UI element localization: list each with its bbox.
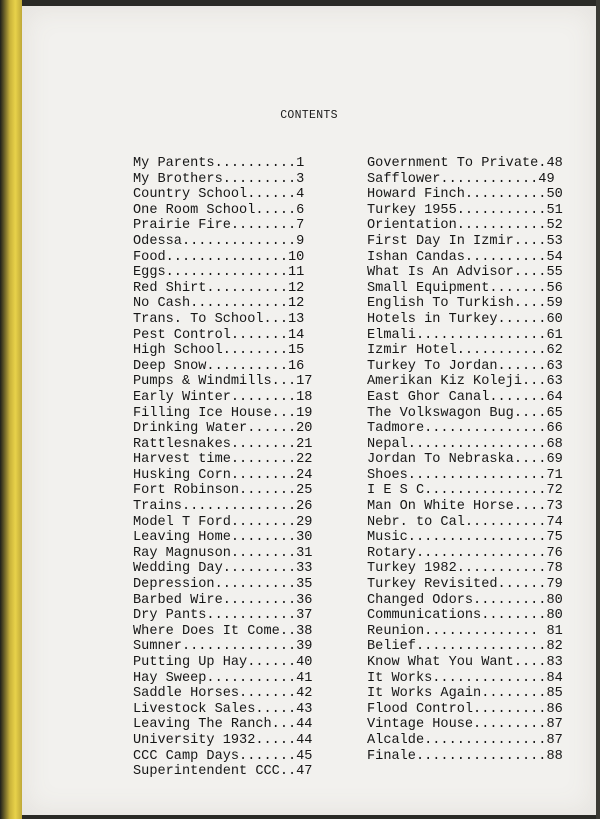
toc-entry: Ray Magnuson........31 — [133, 545, 313, 561]
toc-entry: University 1932.....44 — [133, 732, 313, 748]
toc-entry: Finale................88 — [367, 748, 563, 764]
toc-entry: High School........15 — [133, 343, 305, 359]
toc-entry: Reunion.............. 81 — [367, 623, 563, 639]
toc-entry: Trains..............26 — [133, 499, 313, 515]
toc-entry: East Ghor Canal.......64 — [367, 389, 563, 405]
page-right-edge — [596, 0, 600, 819]
toc-entry: Pest Control.......14 — [133, 327, 305, 343]
toc-entry: Husking Corn........24 — [133, 467, 313, 483]
toc-entry: Livestock Sales.....43 — [133, 701, 313, 717]
toc-entry: Country School......4 — [133, 187, 305, 203]
toc-entry: Trans. To School...13 — [133, 311, 305, 327]
toc-entry: Communications........80 — [367, 608, 563, 624]
toc-entry: Prairie Fire........7 — [133, 218, 305, 234]
toc-entry: CCC Camp Days.......45 — [133, 748, 313, 764]
toc-entry: What Is An Advisor....55 — [367, 265, 563, 281]
contents-left-column — [133, 156, 312, 780]
toc-entry: Safflower............49 — [367, 171, 555, 187]
toc-entry: Red Shirt..........12 — [133, 280, 305, 296]
toc-entry: It Works Again........85 — [367, 686, 563, 702]
toc-entry: Food...............10 — [133, 249, 305, 265]
toc-entry: Putting Up Hay......40 — [133, 655, 313, 670]
toc-entry: Model T Ford........29 — [133, 514, 313, 530]
toc-entry: Shoes.................71 — [367, 467, 563, 483]
toc-entry: Turkey 1982...........78 — [367, 561, 563, 577]
toc-entry: Flood Control.........86 — [367, 701, 563, 717]
toc-entry: Wedding Day.........33 — [133, 561, 313, 577]
toc-entry: Alcalde...............87 — [367, 732, 563, 748]
toc-entry: Turkey Revisited......79 — [367, 577, 563, 593]
toc-entry: Hotels in Turkey......60 — [367, 311, 563, 327]
toc-entry: Government To Private.48 — [367, 156, 563, 171]
toc-entry: Nebr. to Cal..........74 — [367, 514, 563, 530]
toc-entry: Filling Ice House...19 — [133, 405, 313, 421]
toc-entry: Odessa..............9 — [133, 233, 305, 249]
toc-entry: My Parents..........1 — [133, 156, 305, 171]
toc-entry: Izmir Hotel...........62 — [367, 343, 563, 359]
toc-entry: Turkey 1955...........51 — [367, 202, 563, 218]
toc-entry: My Brothers.........3 — [133, 171, 305, 187]
toc-entry: Early Winter........18 — [133, 389, 313, 405]
toc-entry: Barbed Wire.........36 — [133, 592, 313, 608]
toc-entry: I E S C...............72 — [367, 483, 563, 499]
toc-entry: Jordan To Nebraska....69 — [367, 452, 563, 468]
toc-entry: Superintendent CCC..47 — [133, 764, 313, 780]
toc-entry: Harvest time........22 — [133, 452, 313, 468]
toc-entry: Amerikan Kiz Koleji...63 — [367, 374, 563, 390]
toc-entry: Sumner..............39 — [133, 639, 313, 655]
toc-entry: Eggs...............11 — [133, 265, 305, 281]
toc-entry: Rattlesnakes........21 — [133, 436, 313, 452]
toc-entry: English To Turkish....59 — [367, 296, 563, 312]
toc-entry: Vintage House.........87 — [367, 717, 563, 733]
toc-entry: Elmali................61 — [367, 327, 563, 343]
toc-entry: First Day In Izmir....53 — [367, 233, 563, 249]
toc-entry: Belief................82 — [367, 639, 563, 655]
toc-entry: Ishan Candas..........54 — [367, 249, 563, 265]
toc-entry: Where Does It Come..38 — [133, 623, 313, 639]
toc-entry: Small Equipment.......56 — [367, 280, 563, 296]
toc-entry: Saddle Horses.......42 — [133, 686, 313, 702]
toc-entry: Changed Odors.........80 — [367, 592, 563, 608]
book-page — [22, 6, 596, 815]
toc-entry: Music.................75 — [367, 530, 563, 546]
toc-entry: Depression..........35 — [133, 577, 313, 593]
toc-entry: Tadmore...............66 — [367, 421, 563, 437]
toc-entry: Rotary................76 — [367, 545, 563, 561]
toc-entry: One Room School.....6 — [133, 202, 305, 218]
contents-title: CONTENTS — [280, 109, 338, 122]
toc-entry: Dry Pants...........37 — [133, 608, 313, 624]
toc-entry: Hay Sweep...........41 — [133, 670, 313, 686]
toc-entry: It Works..............84 — [367, 670, 563, 686]
toc-entry: The Volkswagon Bug....65 — [367, 405, 563, 421]
book-binding-edge — [0, 0, 22, 819]
toc-entry: Turkey To Jordan......63 — [367, 358, 563, 374]
toc-entry: Deep Snow..........16 — [133, 358, 305, 374]
toc-entry: Fort Robinson.......25 — [133, 483, 313, 499]
toc-entry: Orientation...........52 — [367, 218, 563, 234]
toc-entry: No Cash............12 — [133, 296, 305, 312]
toc-entry: Man On White Horse....73 — [367, 499, 563, 515]
toc-entry: Drinking Water......20 — [133, 421, 313, 437]
toc-entry: Howard Finch..........50 — [367, 187, 563, 203]
toc-entry: Know What You Want....83 — [367, 655, 563, 670]
toc-entry: Leaving The Ranch...44 — [133, 717, 313, 733]
toc-entry: Leaving Home........30 — [133, 530, 313, 546]
contents-right-column — [367, 156, 563, 764]
toc-entry: Pumps & Windmills...17 — [133, 374, 313, 390]
toc-entry: Nepal.................68 — [367, 436, 563, 452]
